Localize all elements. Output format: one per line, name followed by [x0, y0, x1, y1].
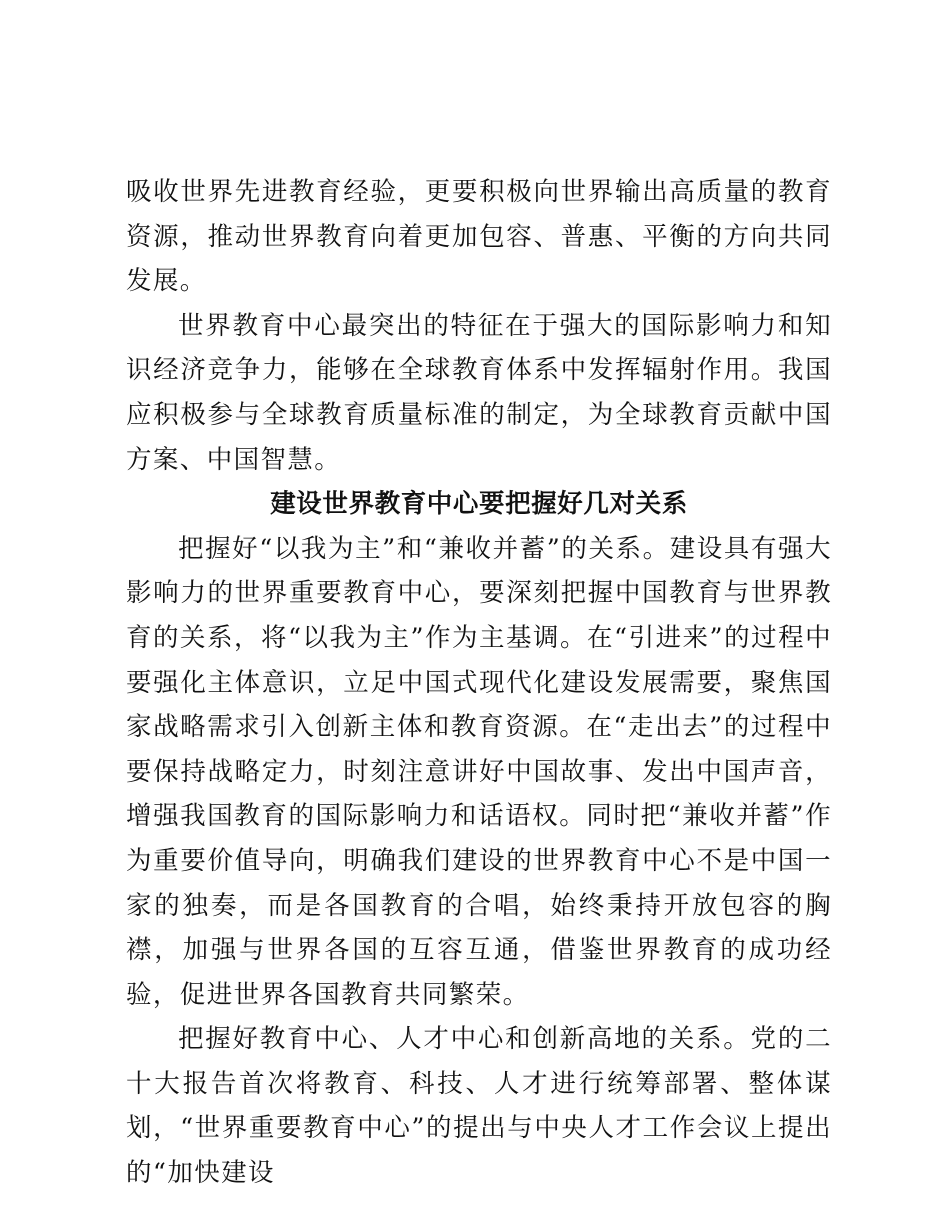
paragraph-world-education-center-features: 世界教育中心最突出的特征在于强大的国际影响力和知识经济竞争力，能够在全球教育体系中发挥辐射作用。我国应积极参与全球教育质量标准的制定，为全球教育贡献中国方案、中国智慧。 — [126, 310, 832, 475]
paragraph-education-talent-innovation: 把握好教育中心、人才中心和创新高地的关系。党的二十大报告首次将教育、科技、人才进行统筹部署、整体谋划，“世界重要教育中心”的提出与中央人才工作会议上提出的“加快建设 — [126, 1024, 832, 1189]
document-page — [126, 170, 832, 1196]
paragraph-self-and-inclusive: 把握好“以我为主”和“兼收并蓄”的关系。建设具有强大影响力的世界重要教育中心，要深刻把握中国教育与世界教育的关系，将“以我为主”作为主基调。在“引进来”的过程中要强化主体意识，立足中国式现代化建设发展需要，聚焦国家战略需求引入创新主体和教育资源。在“走出去”的过程中要保持战略定力，时刻注意讲好中国故事、发出中国声音，增强我国教育的国际影响力和话语权。同时把“兼收并蓄”作为重要价值导向，明确我们建设的世界教育中心不是中国一家的独奏，而是各国教育的合唱，始终秉持开放包容的胸襟，加强与世界各国的互容互通，借鉴世界教育的成功经验，促进世界各国教育共同繁荣。 — [126, 533, 832, 1010]
section-heading: 建设世界教育中心要把握好几对关系 — [270, 489, 688, 520]
paragraph-continued: 吸收世界先进教育经验，更要积极向世界输出高质量的教育资源，推动世界教育向着更加包容、普惠、平衡的方向共同发展。 — [126, 177, 832, 297]
